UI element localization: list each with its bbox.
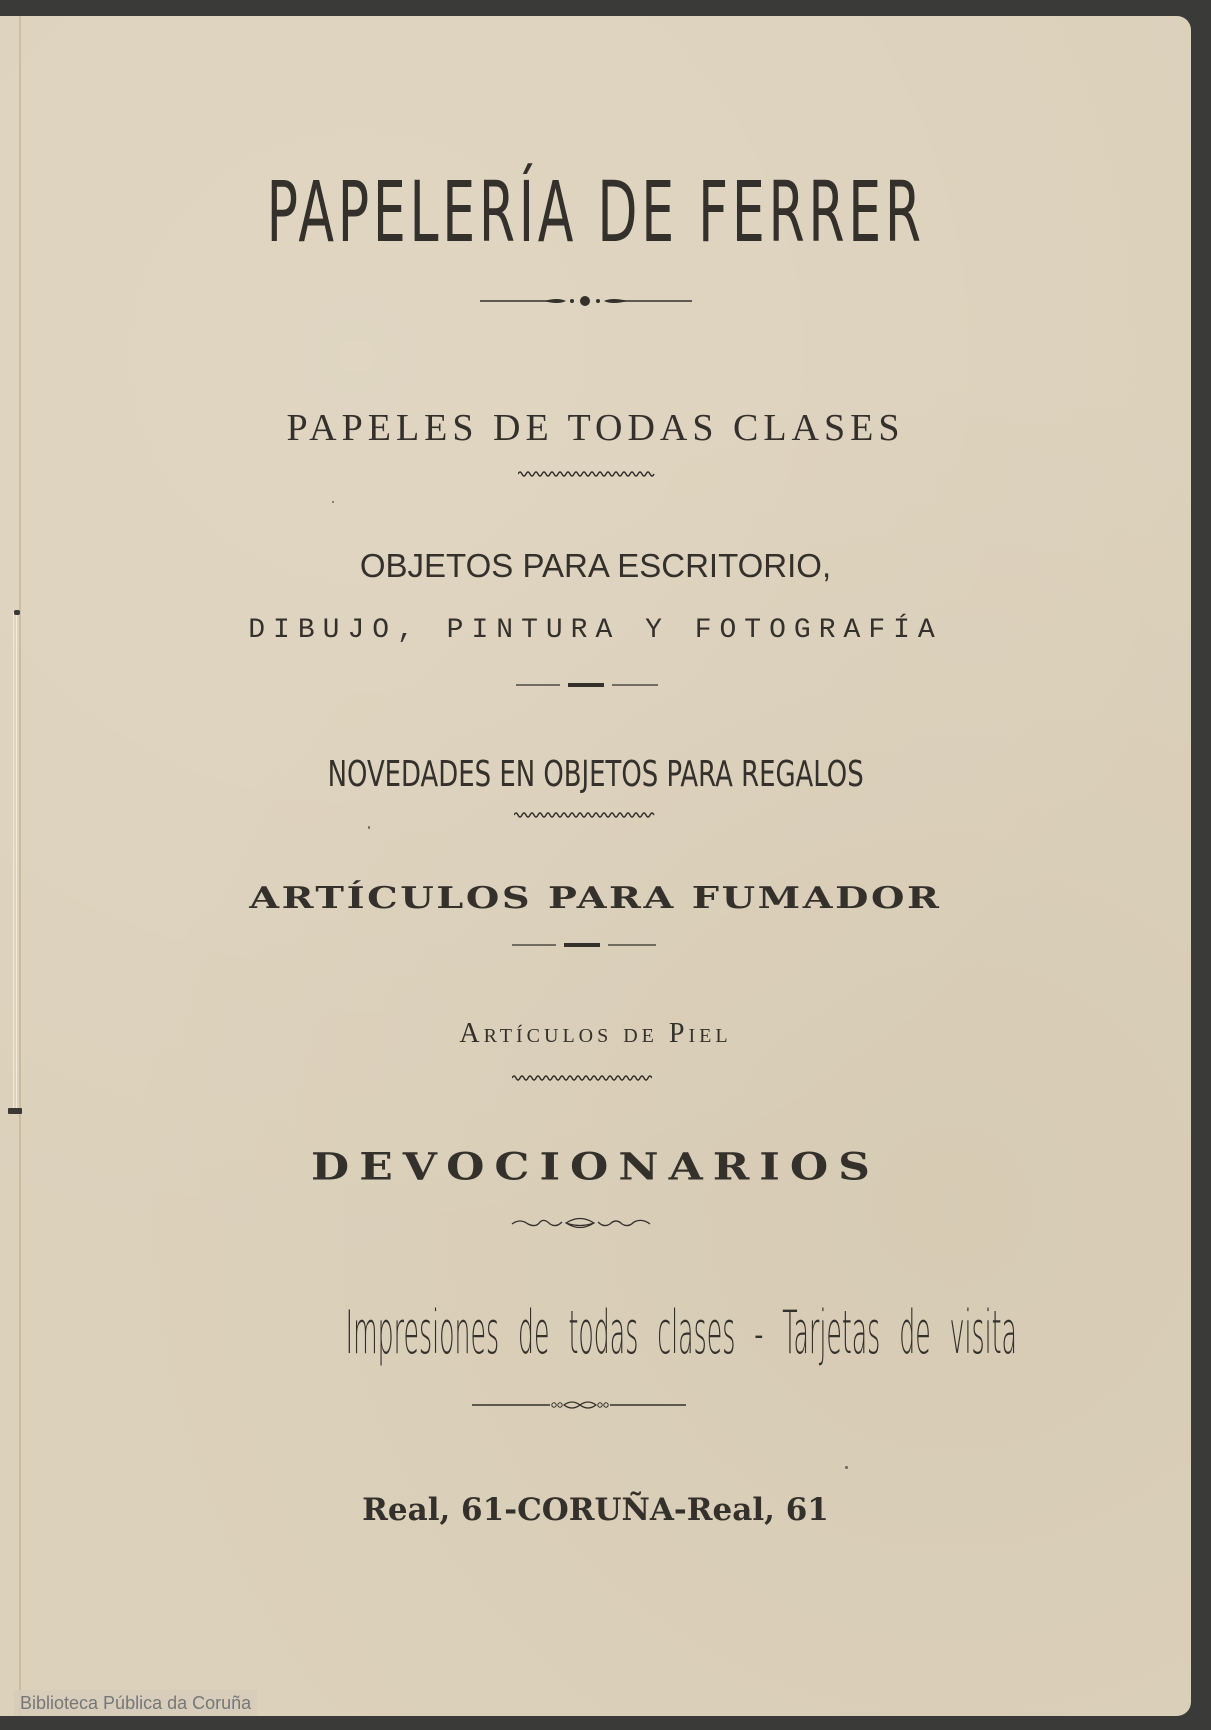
line-fumador: ARTÍCULOS PARA FUMADOR <box>249 881 942 916</box>
line-address: Real, 61-CORUÑA-Real, 61 <box>362 1492 829 1528</box>
line-novedades: NOVEDADES EN OBJETOS PARA REGALOS <box>327 754 864 795</box>
document-page <box>0 16 1191 1716</box>
ornament-divider-2 <box>472 1398 686 1412</box>
binding-knot-bottom <box>8 1108 22 1114</box>
ink-speck <box>845 1466 848 1469</box>
page-title: PAPELERÍA DE FERRER <box>266 163 925 261</box>
library-watermark: Biblioteca Pública da Coruña <box>14 1690 257 1716</box>
dash-divider-2 <box>512 942 656 948</box>
dash-divider-1 <box>516 682 658 688</box>
line-devocionarios: DEVOCIONARIOS <box>311 1145 880 1189</box>
flourish-divider <box>510 1214 652 1232</box>
ink-speck <box>368 826 370 829</box>
line-piel: Artículos de Piel <box>459 1018 732 1049</box>
wavy-divider-3 <box>512 1074 652 1082</box>
line-objetos: OBJETOS PARA ESCRITORIO, <box>359 547 832 584</box>
wavy-divider-2 <box>514 811 656 819</box>
ink-speck <box>332 501 334 503</box>
page-fold-line <box>19 16 21 1716</box>
line-impresiones: Impresiones de todas clases - Tarjetas de visita <box>345 1298 1018 1368</box>
ornament-divider-1 <box>478 290 694 312</box>
line-dibujo: DIBUJO, PINTURA Y FOTOGRAFÍA <box>248 615 943 646</box>
wavy-divider-1 <box>518 470 656 478</box>
line-papeles: PAPELES DE TODAS CLASES <box>286 407 905 449</box>
